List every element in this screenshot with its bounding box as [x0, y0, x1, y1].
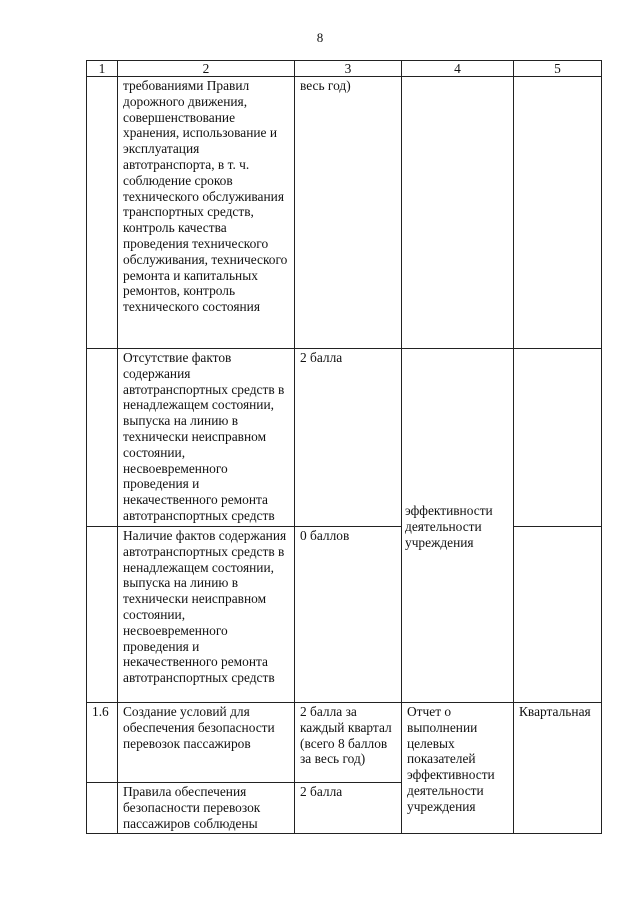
table-row	[87, 703, 602, 783]
cell-number: 1.6	[87, 703, 118, 783]
page-number: 8	[316, 30, 324, 45]
cell-report	[402, 77, 514, 349]
cell-periodicity: Квартальная	[514, 703, 602, 834]
table-row	[87, 77, 602, 349]
cell-points: 0 баллов	[295, 527, 402, 703]
cell-criterion: требованиями Правил дорожного движения, совершенствование хранения, использование и эксплуатация автотранспорта, в т. ч. соблюдение сроков технического обслуживания транспортных средств, контроль качества проведения технического обслуживания, технического ремонта и капитальных ремонтов, контроль технического состояния	[118, 77, 295, 349]
cell-periodicity	[514, 77, 602, 349]
table-row	[87, 527, 602, 703]
cell-number	[87, 783, 118, 834]
cell-number	[87, 349, 118, 527]
header-col-4: 4	[402, 61, 514, 77]
cell-points: 2 балла	[295, 783, 402, 834]
cell-points: 2 балла за каждый квартал (всего 8 баллов за весь год)	[295, 703, 402, 783]
cell-number	[87, 527, 118, 703]
report-continuation-text: эффективности деятельности учреждения	[405, 503, 493, 550]
cell-criterion: Наличие фактов содержания автотранспортных средств в ненадлежащем состоянии, выпуска на линию в технически неисправном состоянии, несвоевременного проведения и некачественного ремонта автотранспортных средств	[118, 527, 295, 703]
header-row	[87, 61, 602, 77]
table-row	[87, 349, 602, 527]
cell-periodicity	[514, 349, 602, 527]
cell-criterion: Правила обеспечения безопасности перевозок пассажиров соблюдены	[118, 783, 295, 834]
cell-points: весь год)	[295, 77, 402, 349]
cell-criterion: Отсутствие фактов содержания автотранспортных средств в ненадлежащем состоянии, выпуска на линию в технически неисправном состоянии, несвоевременного проведения и некачественного ремонта автотранспортных средств	[118, 349, 295, 527]
criteria-table	[86, 60, 602, 834]
cell-periodicity	[514, 527, 602, 703]
cell-criterion: Создание условий для обеспечения безопасности перевозок пассажиров	[118, 703, 295, 783]
header-col-3: 3	[295, 61, 402, 77]
header-col-2: 2	[118, 61, 295, 77]
header-col-1: 1	[87, 61, 118, 77]
cell-points: 2 балла	[295, 349, 402, 527]
header-col-5: 5	[514, 61, 602, 77]
cell-number	[87, 77, 118, 349]
cell-report: Отчет о выполнении целевых показателей эффективности деятельности учреждения	[402, 703, 514, 834]
